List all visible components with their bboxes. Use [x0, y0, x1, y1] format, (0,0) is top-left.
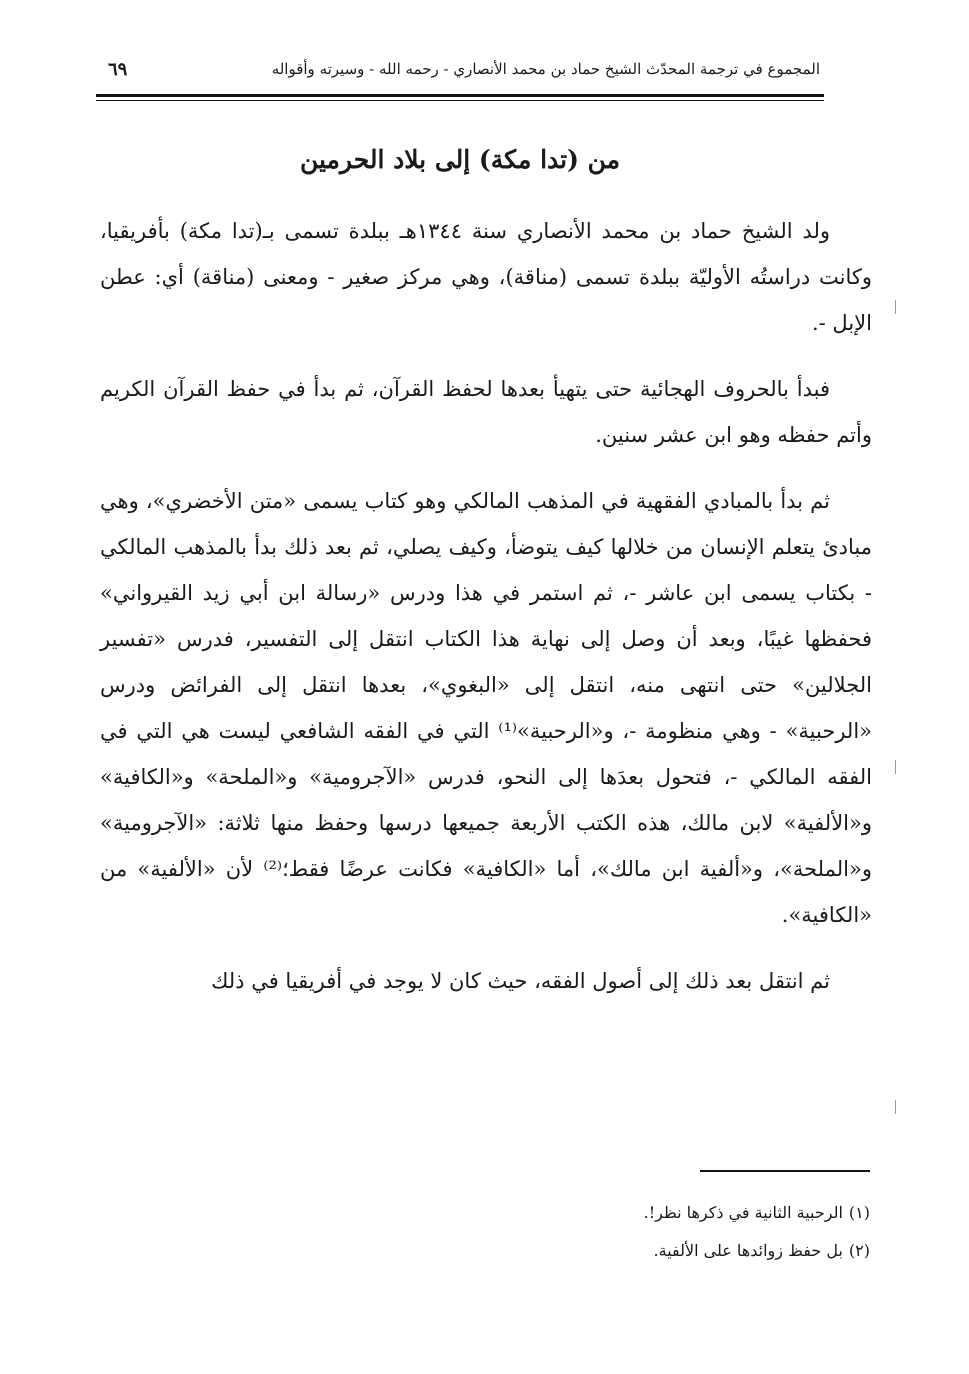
footnote-1-text: الرحبية الثانية في ذكرها نظر!.: [643, 1203, 843, 1222]
page-number: ٦٩: [108, 58, 128, 80]
footnote-rule: [700, 1170, 870, 1172]
running-header: [100, 52, 820, 86]
footnote-1: [100, 1200, 870, 1226]
footnotes: [100, 1200, 870, 1276]
paragraph-3: ثم بدأ بالمبادي الفقهية في المذهب المالكي وهو كتاب يسمى «متن الأخضري»، وهي مبادئ يتعلم الإنسان من خلالها كيف يتوضأ، وكيف يصلي، ثم بعد ذلك بدأ بالمذهب المالكي - بكتاب يسمى ابن عاشر -، ثم استمر في هذا ودرس «رسالة ابن أبي زيد القيرواني» فحفظها غيبًا، وبعد أن وصل إلى نهاية هذا الكتاب انتقل إلى التفسير، فدرس «تفسير الجلالين» حتى انتهى منه، انتقل إلى «البغوي»، بعدها انتقل إلى الفرائض ودرس «الرحبية» - وهي منظومة -، و«الرحبية»⁽¹⁾ التي في الفقه الشافعي ليست هي التي في الفقه المالكي -، فتحول بعدَها إلى النحو، فدرس «الآجرومية» و«الملحة» و«الكافية» و«الألفية» لابن مالك، هذه الكتب الأربعة جميعها درسها وحفظ منها ثلاثة: «الآجرومية» و«الملحة»، و«ألفية ابن مالك»، أما «الكافية» فكانت عرضًا فقط؛⁽²⁾ لأن «الألفية» من «الكافية».: [100, 489, 872, 927]
header-rule-thick: [96, 94, 824, 97]
scan-mark: [895, 300, 896, 314]
paragraph-1: ولد الشيخ حماد بن محمد الأنصاري سنة ١٣٤٤هـ ببلدة تسمى بـ(تدا مكة) بأفريقيا، وكانت دراستُه الأوليّة ببلدة تسمى (مناقة)، وهي مركز صغير - ومعنى (مناقة) أي: عطن الإبل -.: [100, 219, 872, 335]
body-text: [100, 208, 872, 1024]
scan-mark: [895, 760, 896, 774]
chapter-title: من (تدا مكة) إلى بلاد الحرمين: [299, 145, 621, 174]
scan-mark: [895, 1100, 896, 1114]
footnote-2-text: بل حفظ زوائدها على الألفية.: [653, 1241, 843, 1260]
footnote-2-number: (٢): [848, 1241, 870, 1260]
running-title: المجموع في ترجمة المحدّث الشيخ حماد بن محمد الأنصاري - رحمه الله - وسيرته وأقواله: [271, 60, 820, 78]
paragraph-2: فبدأ بالحروف الهجائية حتى يتهيأ بعدها لحفظ القرآن، ثم بدأ في حفظ القرآن الكريم وأتم حفظه وهو ابن عشر سنين.: [100, 377, 872, 447]
header-rule-thin: [96, 100, 824, 101]
footnote-2: [100, 1238, 870, 1264]
footnote-1-number: (١): [848, 1203, 870, 1222]
paragraph-4: ثم انتقل بعد ذلك إلى أصول الفقه، حيث كان لا يوجد في أفريقيا في ذلك: [211, 969, 830, 993]
